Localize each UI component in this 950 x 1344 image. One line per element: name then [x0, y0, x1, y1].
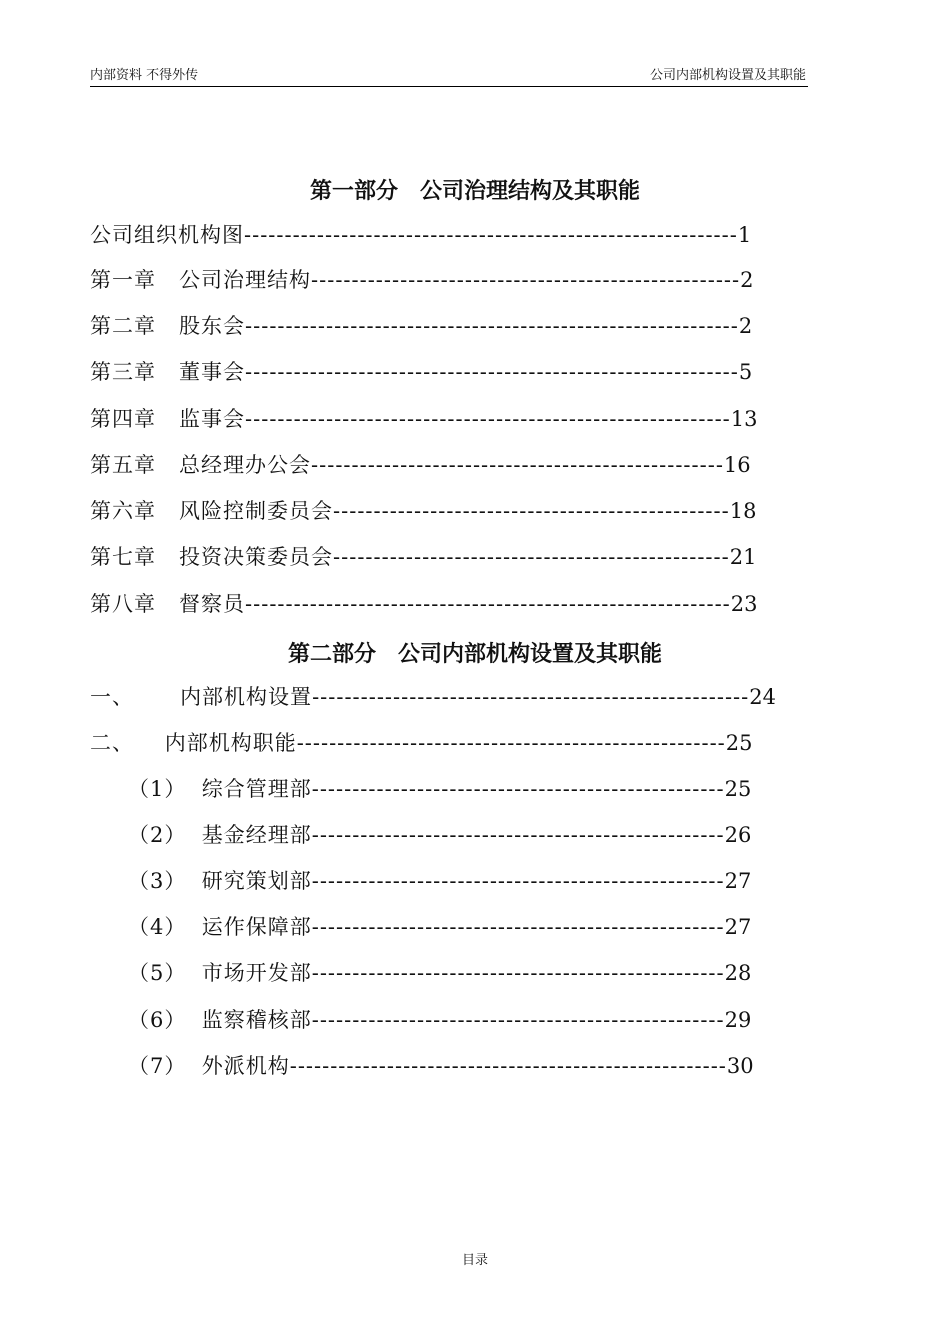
toc-entry-chapter: 第七章	[90, 545, 156, 569]
toc-entry[interactable]	[128, 959, 751, 987]
toc-entry-page: 30	[726, 1054, 754, 1078]
toc-leader: -------------------------------------------------	[333, 545, 730, 569]
page-footer: 目录	[461, 1253, 488, 1268]
toc-entry[interactable]	[90, 221, 751, 249]
toc-entry-page: 18	[729, 499, 757, 523]
toc-leader: -------------------------------------------------------------	[245, 314, 739, 338]
toc-entry[interactable]	[90, 405, 758, 433]
toc-entry[interactable]	[90, 590, 758, 618]
toc-leader: ---------------------------------------------------	[311, 1008, 725, 1032]
toc-entry-label: 董事会	[179, 360, 246, 384]
toc-entry-chapter: 第一章	[90, 268, 156, 292]
toc-leader: -------------------------------------------------------------	[245, 360, 739, 384]
toc-entry-chapter: 第二章	[90, 314, 156, 338]
toc-entry[interactable]	[128, 1006, 751, 1034]
toc-entry-page: 24	[749, 685, 776, 709]
toc-entry-chapter: （4）	[128, 915, 187, 939]
toc-entry-page: 21	[729, 545, 757, 569]
toc-entry-chapter: （1）	[128, 777, 187, 801]
toc-leader: ------------------------------------------------------------	[245, 407, 731, 431]
toc-leader: ---------------------------------------------------	[311, 961, 725, 985]
toc-entry-chapter: （7）	[128, 1054, 187, 1078]
toc-entry-page: 2	[738, 314, 753, 338]
toc-entry-page: 28	[724, 961, 752, 985]
toc-leader: -----------------------------------------------------	[311, 268, 741, 292]
toc-entry-chapter: 第五章	[90, 453, 156, 477]
toc-entry-page: 26	[724, 823, 752, 847]
toc-leader: ------------------------------------------------------	[312, 685, 750, 709]
header-left-text: 内部资料 不得外传	[90, 68, 199, 83]
toc-leader: -----------------------------------------------------	[296, 731, 726, 755]
toc-entry[interactable]	[90, 266, 753, 294]
toc-entry-page: 25	[724, 777, 752, 801]
toc-entry-label: 总经理办公会	[179, 453, 312, 477]
part1-title: 第一部分 公司治理结构及其职能	[309, 179, 640, 204]
toc-entry-chapter: 二、	[90, 731, 134, 755]
toc-entry-label: 公司组织机构图	[90, 223, 244, 247]
toc-entry-label: 督察员	[179, 592, 246, 616]
toc-leader: ------------------------------------------------------	[289, 1054, 727, 1078]
toc-leader: ---------------------------------------------------	[311, 453, 724, 477]
toc-leader: -------------------------------------------------------------	[244, 223, 738, 247]
toc-entry-label: 外派机构	[201, 1054, 290, 1078]
toc-entry-page: 29	[724, 1008, 752, 1032]
toc-entry-chapter: 第八章	[90, 592, 156, 616]
toc-entry[interactable]	[90, 543, 756, 571]
toc-leader: ---------------------------------------------------	[311, 823, 725, 847]
toc-entry-page: 25	[725, 731, 753, 755]
toc-entry[interactable]	[128, 821, 751, 849]
toc-entry-label: 内部机构职能	[164, 731, 297, 755]
toc-entry[interactable]	[90, 358, 752, 386]
toc-entry-chapter: 第六章	[90, 499, 156, 523]
page-header	[90, 68, 808, 87]
toc-entry-label: 研究策划部	[201, 869, 312, 893]
toc-entry-label: 风险控制委员会	[179, 499, 334, 523]
toc-leader: ---------------------------------------------------	[311, 915, 725, 939]
toc-entry-page: 5	[738, 360, 753, 384]
toc-entry-page: 2	[740, 268, 754, 292]
toc-entry-label: 监察稽核部	[201, 1008, 312, 1032]
toc-leader: -------------------------------------------------	[333, 499, 730, 523]
toc-entry-label: 内部机构设置	[180, 685, 313, 709]
toc-entry[interactable]	[128, 867, 751, 895]
toc-entry-page: 13	[730, 407, 758, 431]
toc-entry[interactable]	[128, 775, 751, 803]
toc-entry-page: 23	[730, 592, 758, 616]
toc-entry[interactable]	[90, 683, 776, 711]
part2-title: 第二部分 公司内部机构设置及其职能	[287, 642, 662, 667]
toc-entry-label: 投资决策委员会	[179, 545, 334, 569]
toc-leader: ------------------------------------------------------------	[245, 592, 731, 616]
toc-entry[interactable]	[90, 451, 751, 479]
toc-entry-chapter: （6）	[128, 1008, 187, 1032]
header-right-text: 公司内部机构设置及其职能	[649, 68, 806, 83]
toc-entry[interactable]	[90, 497, 756, 525]
toc-entry-label: 运作保障部	[201, 915, 312, 939]
toc-entry-chapter: （2）	[128, 823, 187, 847]
toc-entry[interactable]	[90, 729, 753, 757]
toc-entry-page: 1	[737, 223, 752, 247]
toc-entry-chapter: 第四章	[90, 407, 156, 431]
toc-entry[interactable]	[128, 913, 751, 941]
toc-entry-chapter: 第三章	[90, 360, 156, 384]
toc-entry-label: 基金经理部	[201, 823, 312, 847]
toc-entry-label: 股东会	[179, 314, 246, 338]
toc-entry-label: 综合管理部	[201, 777, 312, 801]
toc-entry-chapter: 一、	[90, 685, 134, 709]
toc-entry-chapter: （3）	[128, 869, 187, 893]
toc-entry[interactable]	[128, 1052, 754, 1080]
toc-entry-label: 监事会	[179, 407, 246, 431]
toc-entry-page: 27	[724, 869, 752, 893]
toc-leader: ---------------------------------------------------	[311, 869, 725, 893]
toc-leader: ---------------------------------------------------	[311, 777, 725, 801]
toc-entry-chapter: （5）	[128, 961, 187, 985]
toc-entry-label: 市场开发部	[201, 961, 312, 985]
toc-entry-label: 公司治理结构	[179, 268, 312, 292]
toc-entry-page: 16	[723, 453, 751, 477]
toc-entry[interactable]	[90, 312, 752, 340]
toc-entry-page: 27	[724, 915, 752, 939]
